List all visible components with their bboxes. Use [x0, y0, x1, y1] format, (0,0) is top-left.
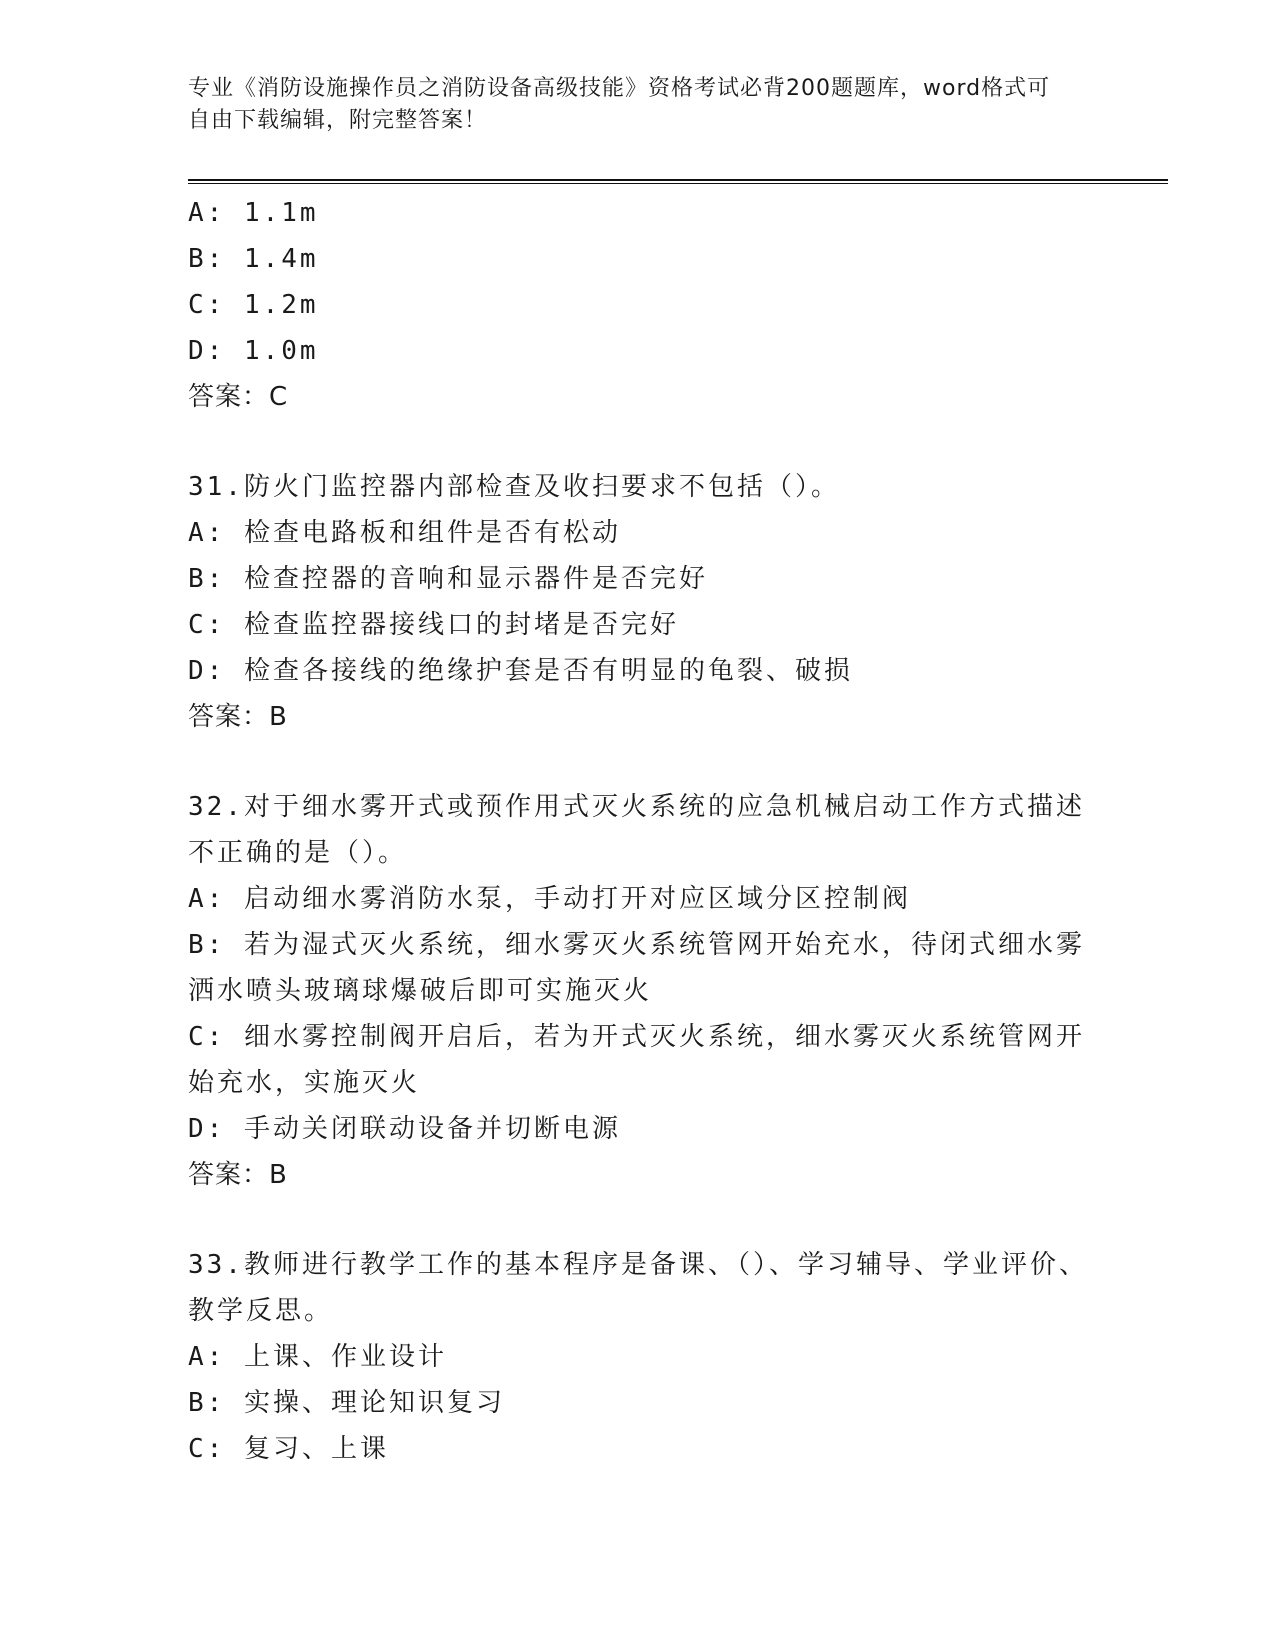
option-b: B: 实操、理论知识复习: [188, 1388, 505, 1418]
question-31: [188, 464, 1088, 740]
option-d: D: 1.0m: [188, 336, 319, 366]
answer: 答案：B: [188, 702, 288, 732]
question-stem: 32.对于细水雾开式或预作用式灭火系统的应急机械启动工作方式描述不正确的是（）。: [188, 792, 1085, 868]
answer: 答案：B: [188, 1160, 288, 1190]
option-c: C: 检查监控器接线口的封堵是否完好: [188, 610, 679, 640]
header-rule-thick: [188, 179, 1168, 181]
option-c: C: 复习、上课: [188, 1434, 389, 1464]
option-c: C: 1.2m: [188, 290, 319, 320]
option-b: B: 若为湿式灭火系统，细水雾灭火系统管网开始充水，待闭式细水雾洒水喷头玻璃球爆破后即可实施灭火: [188, 930, 1085, 1006]
option-a: A: 1.1m: [188, 198, 319, 228]
question-30: [188, 190, 1088, 420]
document-header: 专业《消防设施操作员之消防设备高级技能》资格考试必背200题题库，word格式可自由下载编辑，附完整答案！: [188, 76, 1051, 133]
option-a: A: 启动细水雾消防水泵，手动打开对应区域分区控制阀: [188, 884, 911, 914]
question-stem: 33.教师进行教学工作的基本程序是备课、（）、学习辅导、学业评价、教学反思。: [188, 1250, 1088, 1326]
answer: 答案：C: [188, 382, 289, 412]
question-32: [188, 784, 1088, 1198]
option-b: B: 检查控器的音响和显示器件是否完好: [188, 564, 708, 594]
header-rule-thin: [188, 183, 1168, 184]
option-a: A: 检查电路板和组件是否有松动: [188, 518, 621, 548]
option-a: A: 上课、作业设计: [188, 1342, 447, 1372]
option-b: B: 1.4m: [188, 244, 319, 274]
option-d: D: 手动关闭联动设备并切断电源: [188, 1114, 621, 1144]
option-d: D: 检查各接线的绝缘护套是否有明显的龟裂、破损: [188, 656, 853, 686]
question-content: [188, 190, 1088, 1472]
question-33: [188, 1242, 1088, 1472]
question-stem: 31.防火门监控器内部检查及收扫要求不包括（）。: [188, 472, 840, 502]
option-c: C: 细水雾控制阀开启后，若为开式灭火系统，细水雾灭火系统管网开始充水，实施灭火: [188, 1022, 1085, 1098]
